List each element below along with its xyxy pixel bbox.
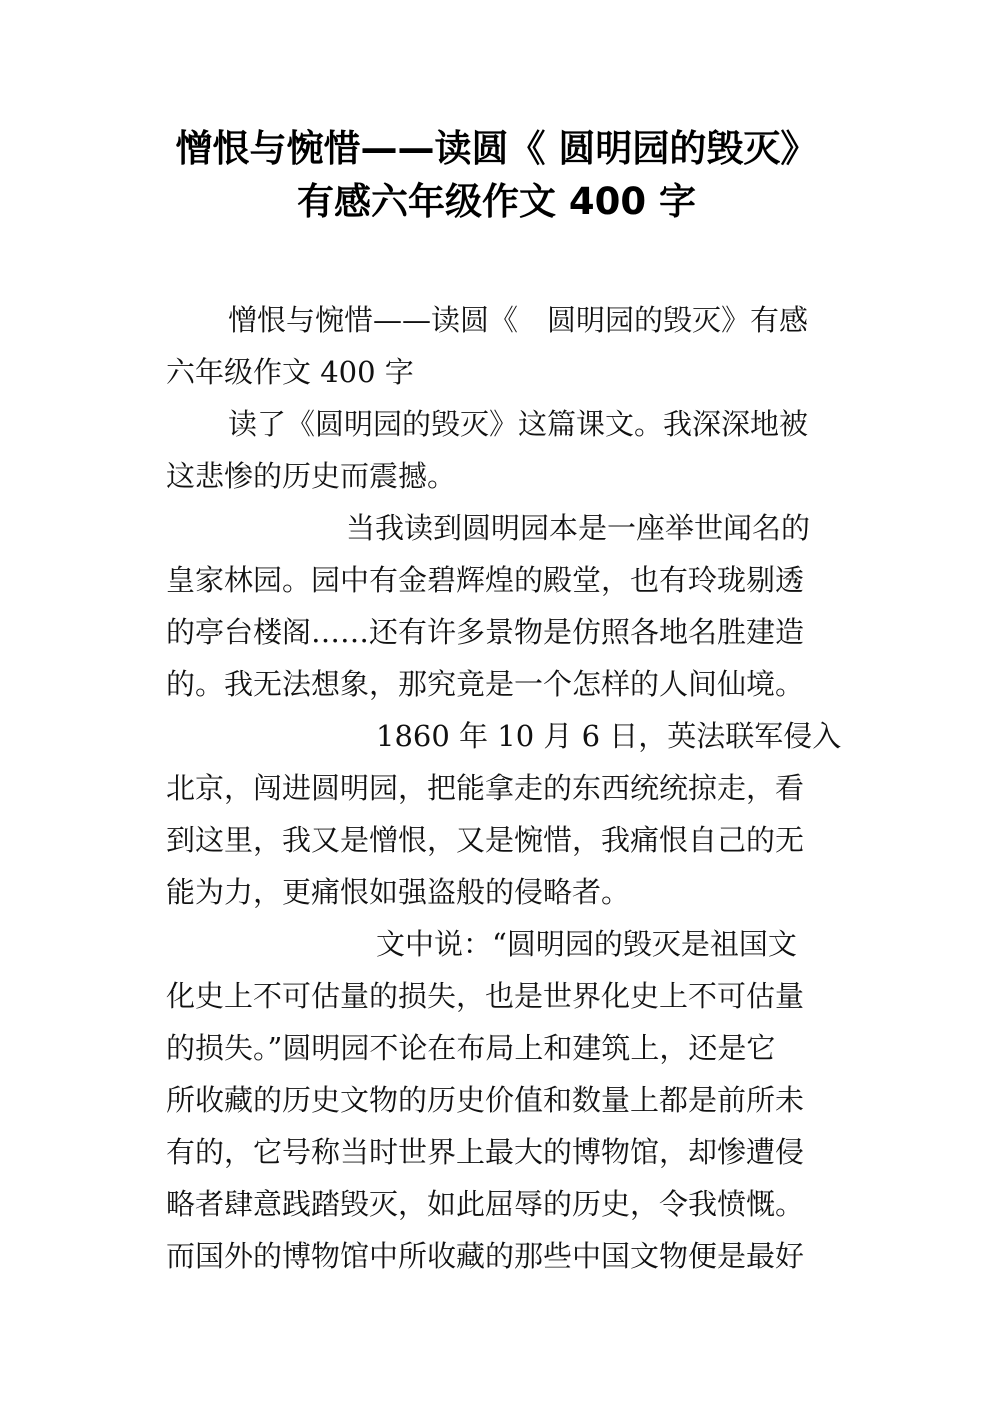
paragraph-line: 的亭台楼阁……还有许多景物是仿照各地名胜建造 (166, 615, 805, 649)
document-title-line-1: 憎恨与惋惜——读圆《 圆明园的毁灭》 (175, 127, 818, 170)
paragraph-line: 当我读到圆明园本是一座举世闻名的 (346, 511, 811, 545)
paragraph-line: 到这里，我又是憎恨，又是惋惜，我痛恨自己的无 (166, 823, 805, 857)
paragraph-line: 化史上不可估量的损失，也是世界化史上不可估量 (166, 979, 805, 1013)
paragraph-line: 憎恨与惋惜——读圆《 圆明园的毁灭》有感 (228, 303, 809, 337)
paragraph-line: 有的，它号称当时世界上最大的博物馆，却惨遭侵 (166, 1135, 805, 1169)
paragraph-line: 略者肆意践踏毁灭，如此屈辱的历史，令我愤慨。 (166, 1187, 805, 1221)
paragraph-line: 所收藏的历史文物的历史价值和数量上都是前所未 (166, 1083, 805, 1117)
paragraph-line: 皇家林园。园中有金碧辉煌的殿堂，也有玲珑剔透 (166, 563, 805, 597)
paragraph-line: 1860 年 10 月 6 日，英法联军侵入 (376, 719, 842, 753)
paragraph-line: 读了《圆明园的毁灭》这篇课文。我深深地被 (228, 407, 809, 441)
paragraph-line: 六年级作文 400 字 (166, 355, 414, 389)
document-title-line-2: 有感六年级作文 400 字 (297, 180, 696, 223)
paragraph-line: 这悲惨的历史而震撼。 (166, 459, 457, 493)
paragraph-line: 而国外的博物馆中所收藏的那些中国文物便是最好 (166, 1239, 805, 1273)
paragraph-line: 北京，闯进圆明园，把能拿走的东西统统掠走，看 (166, 771, 805, 805)
paragraph-line: 文中说：“圆明园的毁灭是祖国文 (376, 927, 797, 961)
paragraph-line: 的。我无法想象，那究竟是一个怎样的人间仙境。 (166, 667, 805, 701)
paragraph-line: 的损失。”圆明园不论在布局上和建筑上，还是它 (166, 1031, 776, 1065)
paragraph-line: 能为力，更痛恨如强盗般的侵略者。 (166, 875, 631, 909)
